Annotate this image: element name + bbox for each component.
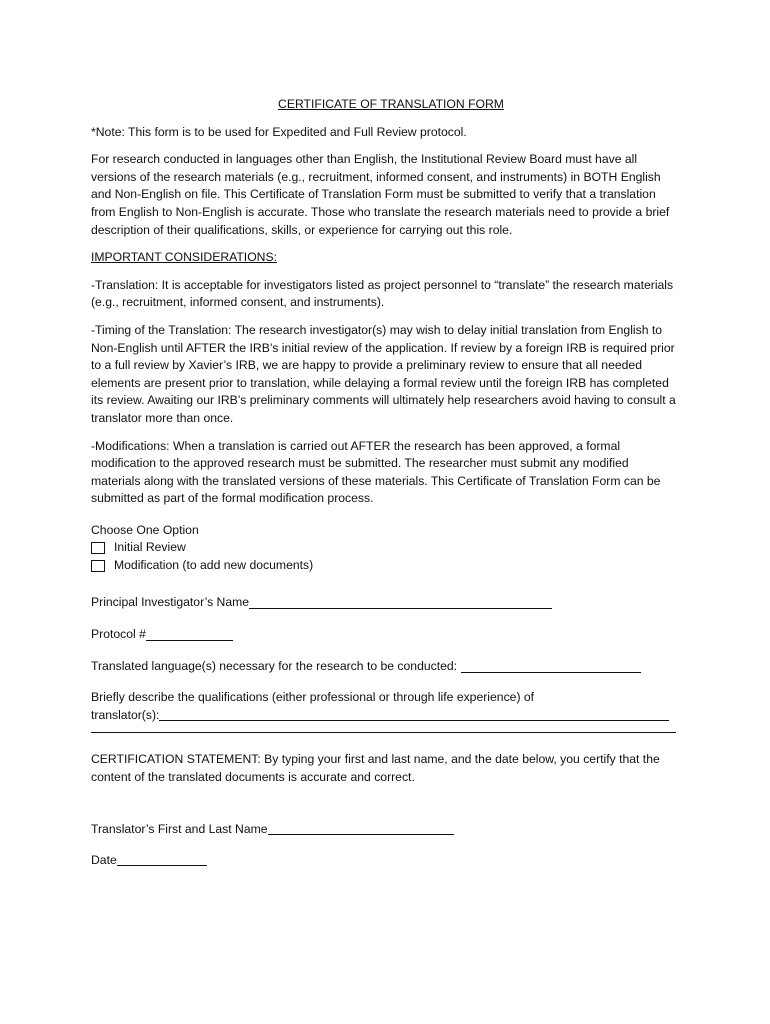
- pi-name-row: [91, 594, 681, 612]
- modification-option[interactable]: [91, 557, 681, 575]
- form-title: CERTIFICATE OF TRANSLATION FORM: [278, 97, 504, 111]
- note-text: *Note: This form is to be used for Expedited and Full Review protocol.: [91, 124, 467, 139]
- date-row: [91, 851, 681, 869]
- qualifications-extra-line[interactable]: [91, 724, 676, 733]
- intro-paragraph: For research conducted in languages other than English, the Institutional Review Board must have all versions of the research materials (e.g., recruitment, informed consent, and instruments) in BOTH English and Non-English on file. This Certificate of Translation Form must be submitted to verify that a translation from English to Non-English is accurate. Those who translate the research materials need to provide a brief description of their qualifications, skills, or experience for carrying out this role.: [91, 152, 670, 237]
- modification-label: Modification (to add new documents): [114, 558, 314, 573]
- pi-name-field[interactable]: [249, 594, 552, 609]
- qualifications-label-line-2: translator(s):: [91, 707, 160, 722]
- languages-row: [91, 658, 681, 676]
- form-page: [91, 96, 681, 869]
- initial-review-label: Initial Review: [114, 540, 186, 555]
- translator-name-field[interactable]: [268, 820, 454, 835]
- languages-label: Translated language(s) necessary for the research to be conducted:: [91, 659, 458, 674]
- date-label: Date: [91, 852, 117, 867]
- translation-consideration: -Translation: It is acceptable for investigators listed as project personnel to “translate” the research materials (e.g., recruitment, informed consent, and instruments).: [91, 277, 674, 310]
- qualifications-row: [91, 706, 681, 724]
- protocol-row: [91, 626, 681, 644]
- certification-statement: CERTIFICATION STATEMENT: By typing your first and last name, and the date below, you certify that the content of the translated documents is accurate and correct.: [91, 752, 660, 784]
- initial-review-option[interactable]: [91, 539, 681, 557]
- pi-name-label: Principal Investigator’s Name: [91, 595, 250, 610]
- initial-review-checkbox[interactable]: [91, 542, 105, 554]
- translator-name-row: [91, 820, 681, 838]
- timing-consideration: -Timing of the Translation: The research investigator(s) may wish to delay initial translation from English to Non-English until AFTER the IRB’s initial review of the application. If review by a foreign IRB is required prior to a full review by Xavier’s IRB, we are happy to provide a preliminary review to ensure that all needed elements are present prior to translation, while delaying a formal review until the foreign IRB has completed its review. Awaiting our IRB’s preliminary comments will ultimately help researchers avoid having to consult a translator more than once.: [91, 322, 676, 425]
- considerations-heading: IMPORTANT CONSIDERATIONS:: [91, 250, 277, 265]
- modification-checkbox[interactable]: [91, 560, 105, 572]
- modifications-consideration: -Modifications: When a translation is carried out AFTER the research has been approved, a formal modification to the approved research must be submitted. The researcher must submit any modified materials along with the translated versions of these materials. This Certificate of Translation Form can be submitted as part of the formal modification process.: [91, 438, 661, 506]
- qualifications-label-line-1: Briefly describe the qualifications (either professional or through life experience) of: [91, 689, 535, 704]
- languages-field[interactable]: [461, 658, 641, 673]
- qualifications-field[interactable]: [159, 706, 669, 721]
- protocol-field[interactable]: [146, 626, 233, 641]
- protocol-label: Protocol #: [91, 627, 146, 642]
- translator-name-label: Translator’s First and Last Name: [91, 821, 268, 836]
- date-field[interactable]: [117, 851, 207, 866]
- choose-option-label: Choose One Option: [91, 522, 199, 537]
